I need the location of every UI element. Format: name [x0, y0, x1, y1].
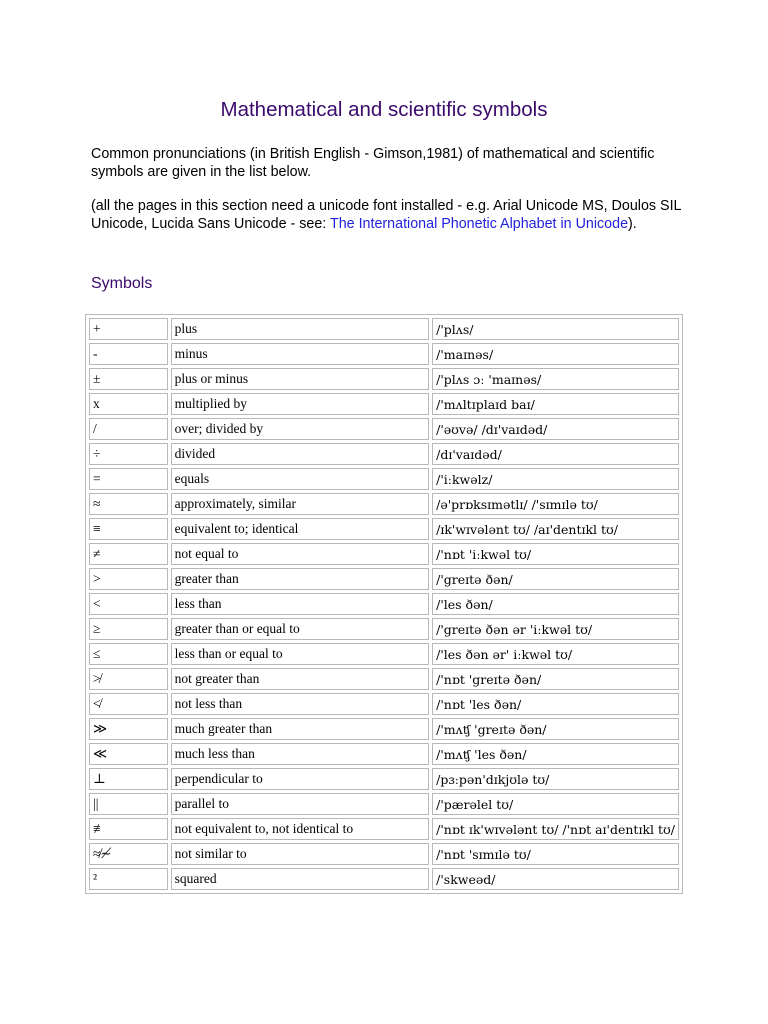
symbol-cell: ≫	[89, 718, 168, 740]
symbol-cell: ±	[89, 368, 168, 390]
pronunciation-cell: /'les ðən ər' iːkwəl tʊ/	[432, 643, 679, 665]
symbols-heading: Symbols	[91, 275, 153, 292]
meaning-cell: approximately, similar	[171, 493, 430, 515]
pronunciation-cell: /'skweəd/	[432, 868, 679, 890]
pronunciation-cell: /'nɒt 'sɪmɪlə tʊ/	[432, 843, 679, 865]
symbol-cell: ≡	[89, 518, 168, 540]
meaning-cell: squared	[171, 868, 430, 890]
symbol-cell: ≮	[89, 693, 168, 715]
meaning-cell: not equal to	[171, 543, 430, 565]
table-row	[89, 393, 679, 415]
meaning-cell: over; divided by	[171, 418, 430, 440]
pronunciation-cell: /'mʌʧ 'les ðən/	[432, 743, 679, 765]
meaning-cell: plus or minus	[171, 368, 430, 390]
symbol-cell: =	[89, 468, 168, 490]
symbol-cell: ≯	[89, 668, 168, 690]
table-row	[89, 743, 679, 765]
table-row	[89, 718, 679, 740]
meaning-cell: multiplied by	[171, 393, 430, 415]
pronunciation-cell: /pɜːpən'dɪkjʊlə tʊ/	[432, 768, 679, 790]
meaning-cell: equals	[171, 468, 430, 490]
table-row	[89, 343, 679, 365]
pronunciation-cell: /'greɪtə ðən ər 'iːkwəl tʊ/	[432, 618, 679, 640]
symbol-cell: ≪	[89, 743, 168, 765]
table-row	[89, 418, 679, 440]
table-row	[89, 543, 679, 565]
meaning-cell: less than	[171, 593, 430, 615]
page-title: Mathematical and scientific symbols	[220, 98, 548, 121]
symbol-cell: ²	[89, 868, 168, 890]
meaning-cell: not less than	[171, 693, 430, 715]
note-closing-text: ).	[628, 215, 637, 232]
table-row	[89, 668, 679, 690]
meaning-cell: much less than	[171, 743, 430, 765]
symbol-cell: >	[89, 568, 168, 590]
font-note-paragraph	[91, 198, 691, 233]
pronunciation-cell: /'greɪtə ðən/	[432, 568, 679, 590]
pronunciation-cell: /'plʌs/	[432, 318, 679, 340]
pronunciation-cell: /'nɒt 'greɪtə ðən/	[432, 668, 679, 690]
meaning-cell: not similar to	[171, 843, 430, 865]
pronunciation-cell: /'mʌltɪplaɪd baɪ/	[432, 393, 679, 415]
pronunciation-cell: /'əʊvə/ /dɪ'vaɪdəd/	[432, 418, 679, 440]
meaning-cell: much greater than	[171, 718, 430, 740]
pronunciation-cell: /'nɒt ɪk'wɪvələnt tʊ/ /'nɒt aɪ'dentɪkl tʊ/	[432, 818, 679, 840]
table-row	[89, 618, 679, 640]
symbol-cell: /	[89, 418, 168, 440]
symbol-cell: <	[89, 593, 168, 615]
meaning-cell: minus	[171, 343, 430, 365]
meaning-cell: divided	[171, 443, 430, 465]
meaning-cell: plus	[171, 318, 430, 340]
table-row	[89, 768, 679, 790]
note-text: (all the pages in this section need a unicode font installed - e.g. Arial Unicode MS, Doulos SIL Unicode, Lucida Sans Unicode - see:	[91, 198, 681, 232]
symbol-cell: x	[89, 393, 168, 415]
meaning-cell: not greater than	[171, 668, 430, 690]
pronunciation-cell: /'pærəlel tʊ/	[432, 793, 679, 815]
table-row	[89, 518, 679, 540]
pronunciation-cell: /'nɒt 'iːkwəl tʊ/	[432, 543, 679, 565]
table-row	[89, 868, 679, 890]
pronunciation-cell: /'maɪnəs/	[432, 343, 679, 365]
symbol-cell: ≥	[89, 618, 168, 640]
meaning-cell: perpendicular to	[171, 768, 430, 790]
table-row	[89, 493, 679, 515]
pronunciation-cell: /'nɒt 'les ðən/	[432, 693, 679, 715]
symbol-cell: -	[89, 343, 168, 365]
symbol-cell: ≠	[89, 543, 168, 565]
pronunciation-cell: /ɪk'wɪvələnt tʊ/ /aɪ'dentɪkl tʊ/	[432, 518, 679, 540]
table-row	[89, 468, 679, 490]
table-row	[89, 368, 679, 390]
meaning-cell: equivalent to; identical	[171, 518, 430, 540]
table-row	[89, 818, 679, 840]
table-row	[89, 593, 679, 615]
table-row	[89, 693, 679, 715]
symbol-cell: ⊥	[89, 768, 168, 790]
meaning-cell: greater than	[171, 568, 430, 590]
ipa-unicode-link[interactable]: The International Phonetic Alphabet in Unicode	[329, 215, 629, 232]
symbol-cell: ||	[89, 793, 168, 815]
table-row	[89, 793, 679, 815]
meaning-cell: greater than or equal to	[171, 618, 430, 640]
meaning-cell: less than or equal to	[171, 643, 430, 665]
meaning-cell: not equivalent to, not identical to	[171, 818, 430, 840]
pronunciation-cell: /ə'prɒksɪmətlɪ/ /'sɪmɪlə tʊ/	[432, 493, 679, 515]
pronunciation-cell: /'mʌʧ 'greɪtə ðən/	[432, 718, 679, 740]
pronunciation-cell: /dɪ'vaɪdəd/	[432, 443, 679, 465]
symbols-table	[85, 314, 683, 894]
symbol-cell: +	[89, 318, 168, 340]
table-row	[89, 443, 679, 465]
pronunciation-cell: /'les ðən/	[432, 593, 679, 615]
symbol-cell: ≈	[89, 493, 168, 515]
symbol-cell: ÷	[89, 443, 168, 465]
table-row	[89, 568, 679, 590]
intro-paragraph: Common pronunciations (in British English - Gimson,1981) of mathematical and scientific symbols are given in the list below.	[91, 146, 655, 180]
symbol-cell: ≢	[89, 818, 168, 840]
table-row	[89, 843, 679, 865]
table-row	[89, 318, 679, 340]
symbol-cell: ≉≁	[89, 843, 168, 865]
table-row	[89, 643, 679, 665]
pronunciation-cell: /'plʌs ɔː 'maɪnəs/	[432, 368, 679, 390]
pronunciation-cell: /'iːkwəlz/	[432, 468, 679, 490]
symbol-cell: ≤	[89, 643, 168, 665]
meaning-cell: parallel to	[171, 793, 430, 815]
